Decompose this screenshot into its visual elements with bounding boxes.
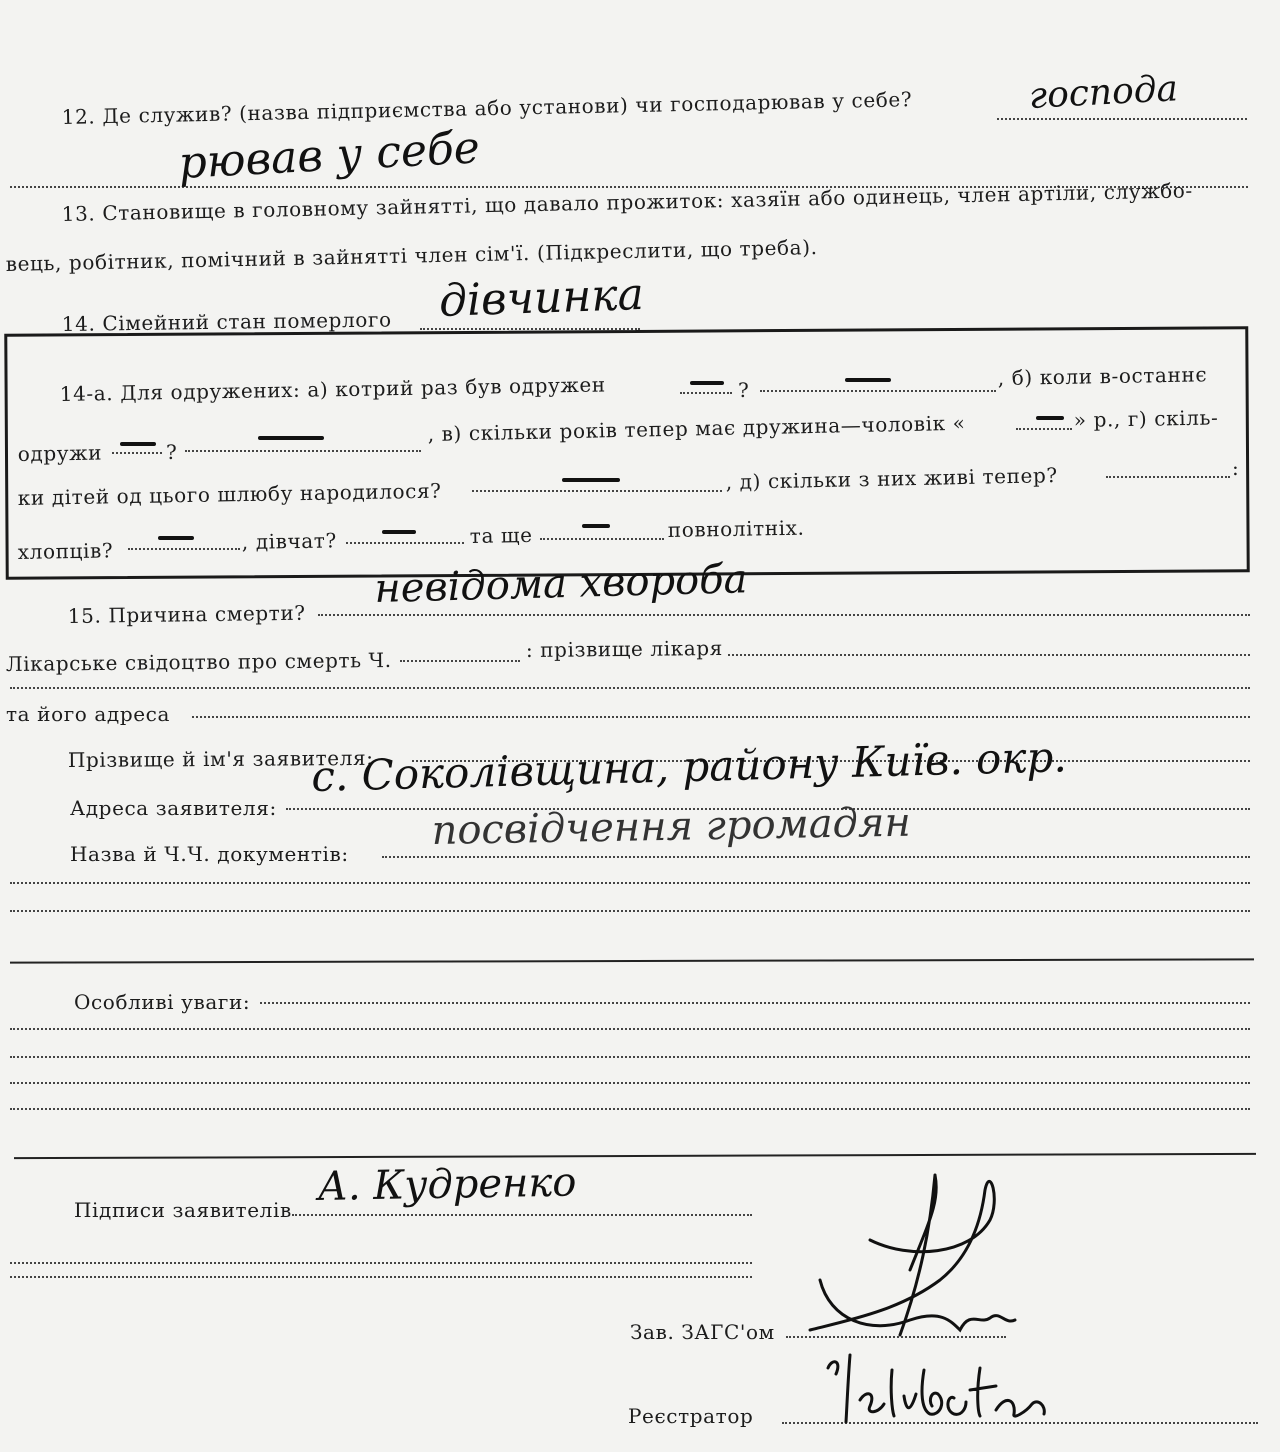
q14a-girls-field[interactable] <box>346 542 464 544</box>
q13-line1: 13. Становище в головному зайнятті, що давало прожиток: хазяїн або одинець, член артіли, службо- <box>61 178 1194 226</box>
q14a-children-born-dash <box>562 478 620 482</box>
registrar-signature <box>820 1350 1060 1430</box>
q14a-married-dash <box>120 442 156 446</box>
section-divider-2 <box>14 1153 1256 1159</box>
q14a-married-date-field[interactable] <box>185 450 421 452</box>
q14a-line4-girls: , дівчат? <box>241 528 338 554</box>
q14-answer: дівчинка <box>438 268 645 327</box>
doctor-address-field[interactable] <box>192 716 1250 718</box>
q14a-marriage-count-dash <box>690 381 724 385</box>
head-signature <box>790 1160 1030 1350</box>
q15-answer: невідома хвороба <box>373 556 748 612</box>
doctor-address-label: та його адреса <box>6 702 170 726</box>
q14a-boys-dash <box>158 536 194 540</box>
q14a-line1-text: 14-а. Для одружених: а) котрий раз був одружен <box>59 372 606 406</box>
applicants-signature-value: А. Кудренко <box>317 1159 577 1210</box>
documents-line-2[interactable] <box>10 882 1250 884</box>
q14a-line2-start: одружи <box>17 440 103 466</box>
remarks-line-4[interactable] <box>10 1082 1250 1084</box>
applicants-signature-label: Підписи заявителів <box>74 1198 292 1222</box>
q12-answer-part1: господа <box>1027 68 1179 117</box>
q14a-line3-colon: : <box>1232 456 1240 480</box>
q14a-line1-when: , б) коли в-останнє <box>997 362 1208 390</box>
q14a-children-born-field[interactable] <box>472 490 722 492</box>
documents-line-3[interactable] <box>10 910 1250 912</box>
section-divider-1 <box>10 958 1254 963</box>
q15-answer-line[interactable] <box>318 614 1250 616</box>
doctor-label: : прізвище лікаря <box>525 635 724 662</box>
q14a-spouse-age-dash <box>1036 416 1064 420</box>
remarks-field[interactable] <box>260 1002 1250 1004</box>
q12-answer-part2: рював у себе <box>177 122 482 189</box>
q14a-line2-spouse-age: , в) скільки років тепер має дружина—чоловік « <box>427 410 966 446</box>
applicants-signature-line-2[interactable] <box>10 1262 752 1264</box>
q14a-children-alive-field[interactable] <box>1106 476 1230 478</box>
applicant-address-label: Адреса заявителя: <box>70 796 277 820</box>
q14a-adults-dash <box>582 524 610 528</box>
remarks-line-5[interactable] <box>10 1108 1250 1110</box>
q14a-spouse-age-field[interactable] <box>1016 428 1072 430</box>
q14a-line3-alive: , д) скільки з них живі тепер? <box>725 463 1058 494</box>
q14a-line4-more: та ще <box>469 522 533 548</box>
registrar-label: Реєстратор <box>628 1404 754 1428</box>
q14a-line4-adults: повнолітніх. <box>667 515 805 542</box>
q14a-line1-question: ? <box>738 378 750 402</box>
q14a-married-field[interactable] <box>112 452 162 454</box>
remarks-line-2[interactable] <box>10 1028 1250 1030</box>
remarks-label: Особливі уваги: <box>74 990 251 1014</box>
applicant-address-value: с. Соколівщина, району Київ. окр. <box>310 732 1068 801</box>
certificate-number-field[interactable] <box>400 660 520 662</box>
doctor-name-field[interactable] <box>728 654 1250 656</box>
q15-label: 15. Причина смерти? <box>67 600 306 628</box>
documents-field[interactable] <box>382 856 1250 858</box>
applicants-signature-field[interactable] <box>292 1214 752 1216</box>
q12-answer-line[interactable] <box>997 118 1247 120</box>
documents-label: Назва й Ч.Ч. документів: <box>70 842 349 866</box>
applicants-signature-line-3[interactable] <box>10 1276 752 1278</box>
certificate-label: Лікарське свідоцтво про смерть Ч. <box>5 647 392 676</box>
q14a-line4-boys: хлопців? <box>17 538 114 564</box>
q14a-line2-question: ? <box>166 440 178 464</box>
q14a-boys-field[interactable] <box>128 548 240 550</box>
q14a-marriage-count-field[interactable] <box>680 392 732 394</box>
q14a-line2-children: » р., г) скіль- <box>1073 405 1219 432</box>
q14a-last-married-dash <box>845 378 891 382</box>
remarks-line-3[interactable] <box>10 1056 1250 1058</box>
doctor-line-2[interactable] <box>10 687 1250 689</box>
q14a-last-married-field[interactable] <box>760 390 996 392</box>
documents-value: посвідчення громадян <box>431 799 912 854</box>
q14a-girls-dash <box>382 530 416 534</box>
q14a-line3-born: ки дітей од цього шлюбу народилося? <box>17 478 442 510</box>
applicant-name-label: Прізвище й ім'я заявителя: <box>67 745 374 772</box>
q12-label: 12. Де служив? (назва підприємства або установи) чи господарював у себе? <box>61 87 913 129</box>
q14-label: 14. Сімейний стан померлого <box>61 307 392 336</box>
q13-line2: вець, робітник, помічний в зайнятті член сім'ї. (Підкреслити, що треба). <box>5 235 818 276</box>
q14a-adults-field[interactable] <box>540 538 664 540</box>
q14a-married-date-dash <box>258 436 324 440</box>
head-label: Зав. ЗАГС'ом <box>630 1320 775 1344</box>
